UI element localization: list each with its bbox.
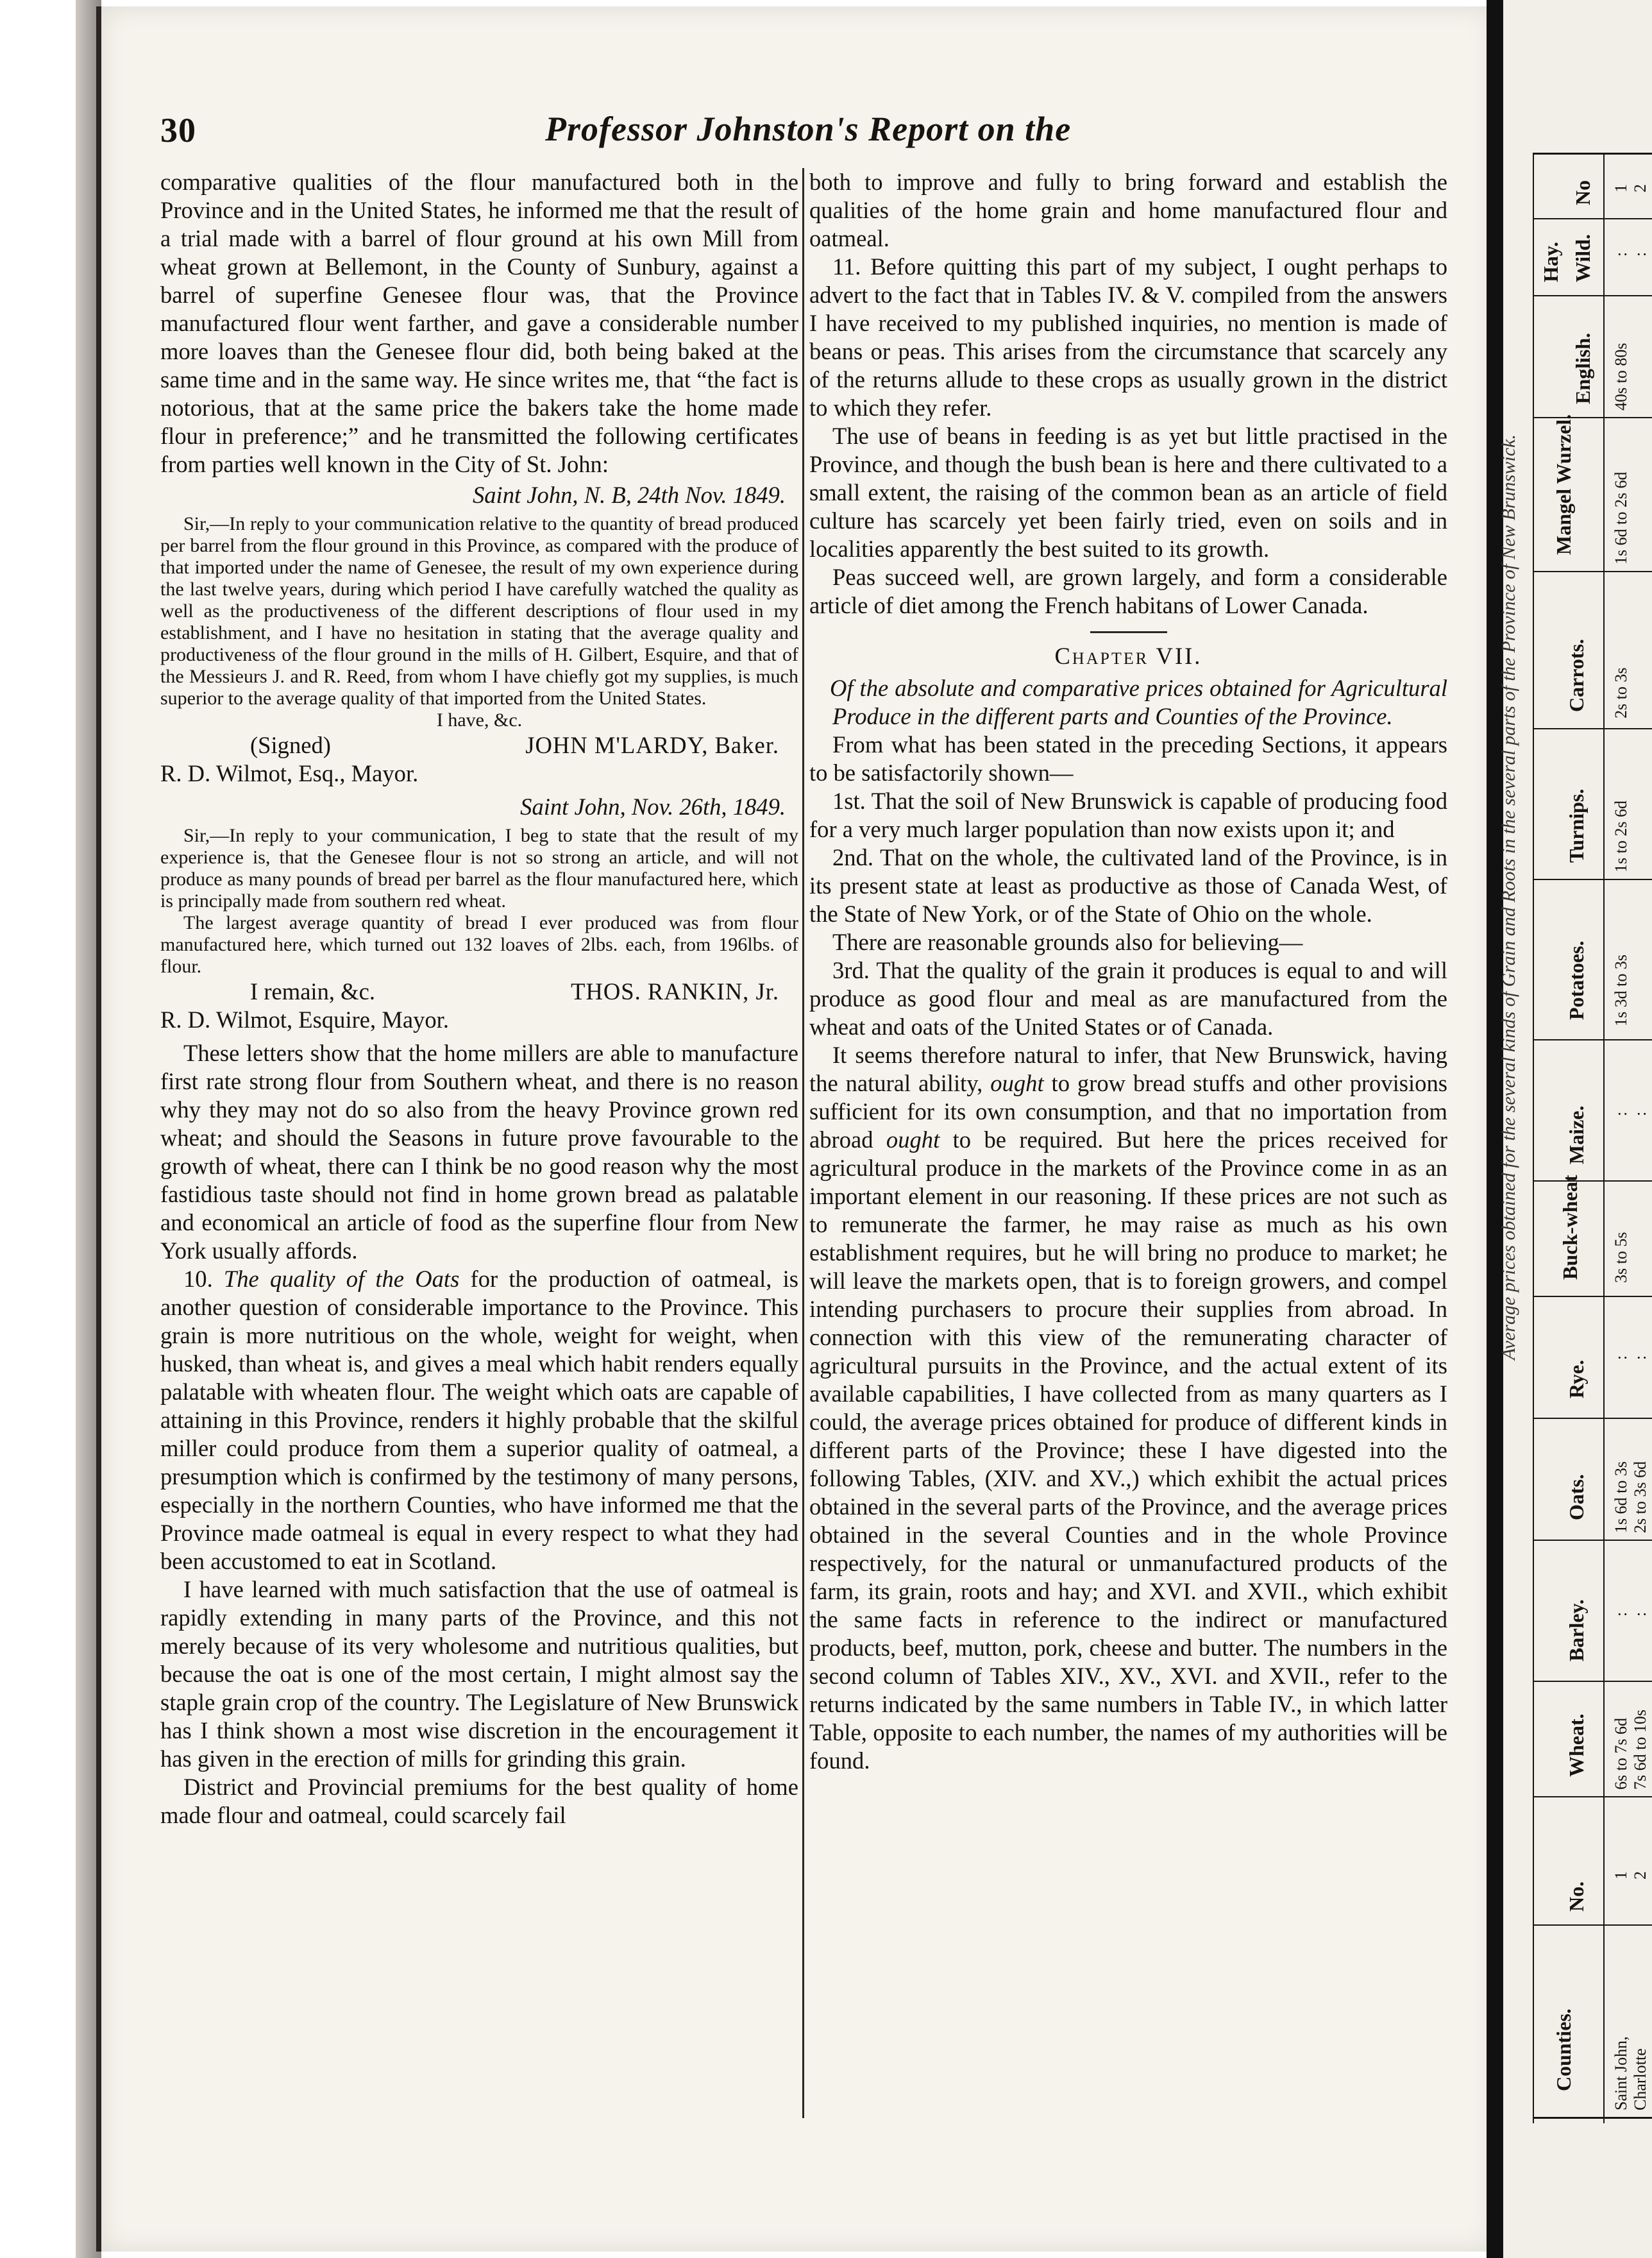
number-cell-right: 2: [1631, 184, 1649, 192]
col-header-english: English.: [1571, 332, 1594, 404]
chapter-subtitle: Of the absolute and comparative prices obtained for Agricultural Produce in the different parts and Counties of the Province.: [830, 675, 1447, 729]
letter-closing: I have, &c.: [436, 709, 523, 731]
col-header-carrots: Carrots.: [1565, 638, 1588, 712]
letter-body: Sir,—In reply to your communication relative to the quantity of bread produced per barrel from the flour ground in this Province, as compared with the produce of that imported under the name of Genesee, the result of my own experience during the last twelve years, during which period I have carefully watched the quality as well as the productiveness of the different descriptions of flour used in my establishment, and I have no hesitation in stating that the average quality and productiveness of the flour ground in the mills of H. Gilbert, Esquire, and that of the Messieurs J. and R. Reed, from whom I have chiefly got my supplies, is much superior to the average quality of that imported from the United States.: [160, 513, 798, 709]
buckwheat-cell: 3s to 5s: [1612, 1232, 1630, 1283]
left-column: [160, 168, 798, 1829]
paragraph: 1st. That the soil of New Brunswick is capable of producing food for a very much larger population than now exists upon it; and: [809, 788, 1447, 842]
rye-cell: :: [1612, 1355, 1630, 1360]
letter-body: The largest average quantity of bread I ever produced was from flour manufactured here, which turned out 132 loaves of 2lbs. each, from 196lbs. of flour.: [160, 912, 798, 977]
letter-rankin: [160, 793, 798, 1034]
letter-dateline: Saint John, Nov. 26th, 1849.: [520, 794, 786, 820]
paragraph-text: to grow bread stuffs and other provisions sufficient for its own consumption, and that no importation from abroad: [809, 1070, 1447, 1153]
barley-cell: :: [1631, 1611, 1649, 1617]
table-rule: [1533, 879, 1652, 880]
letter-mclardy: [160, 481, 798, 788]
table-rule: [1533, 1924, 1652, 1926]
signature: THOS. RANKIN, Jr.: [571, 978, 779, 1005]
county-cell: Charlotte: [1631, 2048, 1649, 2110]
number-cell: 1: [1612, 1871, 1630, 1880]
signature: JOHN M'LARDY, Baker.: [525, 732, 779, 758]
paragraph: comparative qualities of the flour manufactured both in the Province and in the United States, he informed me that the result of a trial made with a barrel of flour ground at his own Mill from wheat grown at Bellemont, in the County of Sunbury, against a barrel of superfine Genesee flour was, that the Province manufactured flour went farther, and gave a considerable number more loaves than the Genesee flour did, both being baked at the same time and in the same way. He since writes me, that “the fact is notorious, that at the same price the bakers take the home made flour in preference;” and he transmitted the following certificates from parties well known in the City of St. John:: [160, 169, 798, 477]
paragraph-text: to be required. But here the prices received for agricultural produce in the markets of the Province come in as an important element in our reasoning. If these prices are not such as to remunerate the farmer, he may raise as much as his own establishment requires, but he will bring no produce to market; he will leave the markets open, that is to foreign growers, and compel intending purchasers to procure their supplies from abroad. In connection with this view of the remunerating character of agricultural pursuits in the Province, and the actual extent of its available capabilities, I have collected from as many quarters as I could, the average prices obtained for produce of different kinds in different parts of the Province; these I have digested into the following Tables, (XIV. and XV.,) which exhibit the actual prices obtained in the several parts of the Province, and the average prices obtained in the several Counties and in the whole Province respectively, for the natural or unmanufactured products of the farm, its grain, roots and hay; and XVI. and XVII., which exhibit the same facts in reference to the indirect or manufactured products, beef, mutton, pork, cheese and butter. The numbers in the second column of Tables XIV., XV., XVI. and XVII., refer to the returns indicated by the same numbers in Table IV., in which latter Table, opposite to each number, the names of my authorities will be found.: [809, 1126, 1447, 1774]
paragraph-text: for the production of oatmeal, is another question of considerable importance to the Province. This grain is more nutritious on the whole, weight for weight, when husked, than wheat is, and gives a meal which habit renders equally palatable with wheaten flour. The weight which oats are capable of attaining in this Province, renders it highly probable that the skilful miller could produce from them a superior quality of oatmeal, a presumption which is confirmed by the testimony of many persons, especially in the northern Counties, who have informed me that the Province made oatmeal is equal in every respect to what they had been accustomed to eat in Scotland.: [160, 1266, 798, 1574]
right-column: [809, 168, 1447, 1775]
col-header-wheat: Wheat.: [1565, 1713, 1588, 1777]
table-rule: [1533, 1039, 1652, 1040]
number-cell-right: 1: [1612, 184, 1630, 192]
paragraph-text: It seems therefore natural to infer, that New Brunswick, having the natural ability,: [809, 1042, 1447, 1096]
table-rule: [1533, 153, 1652, 155]
table-rule: [1603, 154, 1605, 2123]
col-header-counties: Counties.: [1552, 2008, 1575, 2091]
letter-closing: I remain, &c.: [250, 978, 376, 1005]
column-divider: [802, 168, 804, 2118]
maize-cell: :: [1631, 1111, 1649, 1116]
signature-line: [160, 978, 798, 1006]
letter-addressee: R. D. Wilmot, Esquire, Mayor.: [160, 1006, 449, 1033]
paragraph: 2nd. That on the whole, the cultivated land of the Province, is in its present state at least as productive as those of Canada West, of the State of New York, or of the State of Ohio on the whole.: [809, 844, 1447, 927]
paragraph: The use of beans in feeding is as yet but little practised in the Province, and though the bush bean is here and there cultivated to a small extent, the raising of the common bean as an article of field culture has scarcely yet been fairly tried, even on soils and in localities apparently the best suited to its growth.: [809, 423, 1447, 562]
county-cell: Saint John,: [1612, 2036, 1630, 2110]
oats-cell: 2s to 3s 6d: [1631, 1461, 1649, 1533]
maize-cell: :: [1612, 1111, 1630, 1116]
signed-label: (Signed): [250, 732, 331, 758]
paragraph-infer: [809, 1041, 1447, 1775]
section-number: 10.: [183, 1266, 213, 1292]
col-header-potatoes: Potatoes.: [1565, 940, 1588, 1020]
english-hay-cell: 40s to 80s: [1612, 343, 1630, 411]
table-rule: [1533, 218, 1652, 219]
paragraph: Peas succeed well, are grown largely, and form a considerable article of diet among the French habitans of Lower Canada.: [809, 564, 1447, 618]
paragraph: I have learned with much satisfaction that the use of oatmeal is rapidly extending in many parts of the Province, and this not merely because of its very wholesome and nutritious qualities, but because the oat is one of the most certain, I might almost say the staple grain crop of the country. The Legislature of New Brunswick has I think shown a most wise discretion in the encouragement it has given in the erection of mills for grinding this grain.: [160, 1576, 798, 1772]
col-header-buckwheat: Buck-wheat: [1558, 1175, 1581, 1280]
table-rule: [1533, 1540, 1652, 1541]
table-rule: [1533, 1296, 1652, 1297]
col-header-rye: Rye.: [1565, 1359, 1588, 1398]
paragraph: From what has been stated in the preceding Sections, it appears to be satisfactorily shown—: [809, 731, 1447, 786]
wheat-cell: 7s 6d to 10s: [1631, 1710, 1649, 1790]
paragraph: These letters show that the home millers are able to manufacture first rate strong flour from Southern wheat, and there is no reason why they may not do so also from the heavy Province grown red wheat; and should the Seasons in future prove favourable to the growth of wheat, there can I think be no good reason why the most fastidious taste should not find in home grown bread as palatable and economical an article of food as the superfine flour from New York usually affords.: [160, 1040, 798, 1264]
table-rule: [1533, 417, 1652, 418]
section-title: The quality of the Oats: [223, 1266, 460, 1292]
page-number: 30: [160, 111, 196, 149]
table-rule: [1533, 571, 1652, 572]
paragraph: both to improve and fully to bring forward and establish the qualities of the home grain and home manufactured flour and oatmeal.: [809, 169, 1447, 251]
col-header-maize: Maize.: [1565, 1105, 1588, 1164]
wheat-cell: 6s to 7s 6d: [1612, 1718, 1630, 1790]
table-rule: [1533, 728, 1652, 729]
running-title: Professor Johnston's Report on the: [545, 110, 1072, 148]
table-rule: [1533, 295, 1652, 296]
emphasis: ought: [990, 1070, 1044, 1096]
col-header-turnips: Turnips.: [1565, 788, 1588, 863]
table-rule: [1533, 154, 1534, 2123]
paragraph: There are reasonable grounds also for believing—: [832, 929, 1303, 955]
letter-dateline: Saint John, N. B, 24th Nov. 1849.: [472, 482, 786, 508]
paragraph: District and Provincial premiums for the best quality of home made flour and oatmeal, could scarcely fail: [160, 1774, 798, 1828]
table-side-caption: Average prices obtained for the several kinds of Grain and Roots in the several parts of the Province of New Brunswick.: [1498, 434, 1519, 1360]
emphasis: ought: [886, 1126, 940, 1153]
table-rule: [1533, 1796, 1652, 1797]
table-rule: [1533, 1418, 1652, 1419]
col-header-no: No.: [1565, 1881, 1588, 1912]
letter-addressee: R. D. Wilmot, Esq., Mayor.: [160, 760, 419, 786]
wild-hay-cell: :: [1612, 251, 1630, 257]
chapter-heading: Chapter VII.: [1054, 643, 1202, 669]
col-header-oats: Oats.: [1565, 1474, 1588, 1520]
turnips-cell: 1s to 2s 6d: [1612, 801, 1630, 872]
col-header-hay: Hay.: [1539, 241, 1562, 282]
table-rule: [1533, 1180, 1652, 1182]
section-rule: [1090, 631, 1167, 633]
col-header-mangel: Mangel Wurzel.: [1552, 414, 1575, 555]
table-rule: [1533, 2117, 1652, 2119]
potatoes-cell: 1s 3d to 3s: [1612, 955, 1630, 1026]
letter-body: Sir,—In reply to your communication, I beg to state that the result of my experience is, that the Genesee flour is not so strong an article, and will not produce as many pounds of bread per barrel as the flour manufactured here, which is principally made from southern red wheat.: [160, 825, 798, 912]
rye-cell: :: [1631, 1355, 1649, 1360]
oats-cell: 1s 6d to 3s: [1612, 1461, 1630, 1533]
col-header-barley: Barley.: [1565, 1599, 1588, 1661]
wild-hay-cell: :: [1631, 251, 1649, 257]
paragraph-oats: [160, 1265, 798, 1575]
mangel-cell: 1s 6d to 2s 6d: [1612, 471, 1630, 564]
barley-cell: :: [1612, 1611, 1630, 1617]
signature-line: [160, 731, 798, 760]
carrots-cell: 2s to 3s: [1612, 667, 1630, 718]
number-cell: 2: [1631, 1871, 1649, 1880]
paragraph: 3rd. That the quality of the grain it produces is equal to and will produce as good flour and meal as are manufactured from the wheat and oats of the United States or of Canada.: [809, 957, 1447, 1040]
col-header-wild: Wild.: [1571, 234, 1594, 282]
col-header-no-right: No: [1571, 180, 1594, 205]
paragraph: 11. Before quitting this part of my subject, I ought perhaps to advert to the fact that in Tables IV. & V. compiled from the answers I have received to my published inquiries, no mention is made of beans or peas. This arises from the circumstance that scarcely any of the returns allude to these crops as usually grown in the district to which they refer.: [809, 253, 1447, 421]
table-rule: [1533, 1681, 1652, 1682]
